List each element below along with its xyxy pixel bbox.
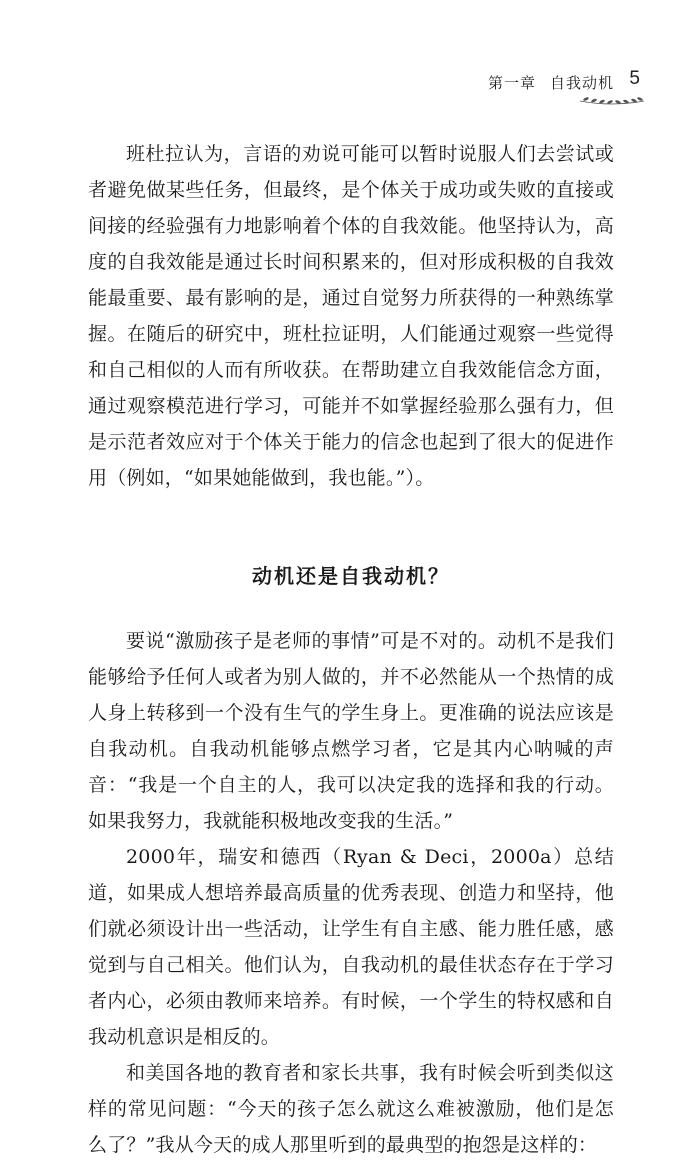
section-paragraph-3: 和美国各地的教育者和家长共事，我有时候会听到类似这样的常见问题：“今天的孩子怎么就这么难被激励，他们是怎么了？”我从今天的成人那里听到的最典型的抱怨是这样的： [88, 1062, 614, 1156]
chapter-label: 第一章 [487, 74, 536, 92]
page-number: 5 [629, 68, 640, 89]
section-heading: 动机还是自我动机？ [252, 564, 450, 588]
page-body [88, 136, 614, 1163]
section-paragraph-1: 要说“激励孩子是老师的事情”可是不对的。动机不是我们能够给予任何人或者为别人做的，并不必然能从一个热情的成人身上转移到一个没有生气的学生身上。更准确的说法应该是自我动机。自我动机能够点燃学习者，它是其内心呐喊的声音：“我是一个自主的人，我可以决定我的选择和我的行动。如果我努力，我就能积极地改变我的生活。” [88, 630, 614, 832]
running-head [488, 72, 614, 93]
intro-paragraph: 班杜拉认为，言语的劝说可能可以暂时说服人们去尝试或者避免做某些任务，但最终，是个体关于成功或失败的直接或间接的经验强有力地影响着个体的自我效能。他坚持认为，高度的自我效能是通过长时间积累来的，但对形成积极的自我效能最重要、最有影响的是，通过自觉努力所获得的一种熟练掌握。在随后的研究中，班杜拉证明，人们能通过观察一些觉得和自己相似的人而有所收获。在帮助建立自我效能信念方面，通过观察模范进行学习，可能并不如掌握经验那么强有力，但是示范者效应对于个体关于能力的信念也起到了很大的促进作用（例如，“如果她能做到，我也能。”）。 [88, 143, 614, 489]
leaf-ornament-icon [576, 94, 648, 108]
chapter-title: 自我动机 [549, 74, 614, 92]
section-paragraph-2: 2000年，瑞安和德西（Ryan & Deci，2000a）总结道，如果成人想培养最高质量的优秀表现、创造力和坚持，他们就必须设计出一些活动，让学生有自主感、能力胜任感，感觉到与自己相关。他们认为，自我动机的最佳状态存在于学习者内心，必须由教师来培养。有时候，一个学生的特权感和自我动机意识是相反的。 [88, 846, 614, 1048]
